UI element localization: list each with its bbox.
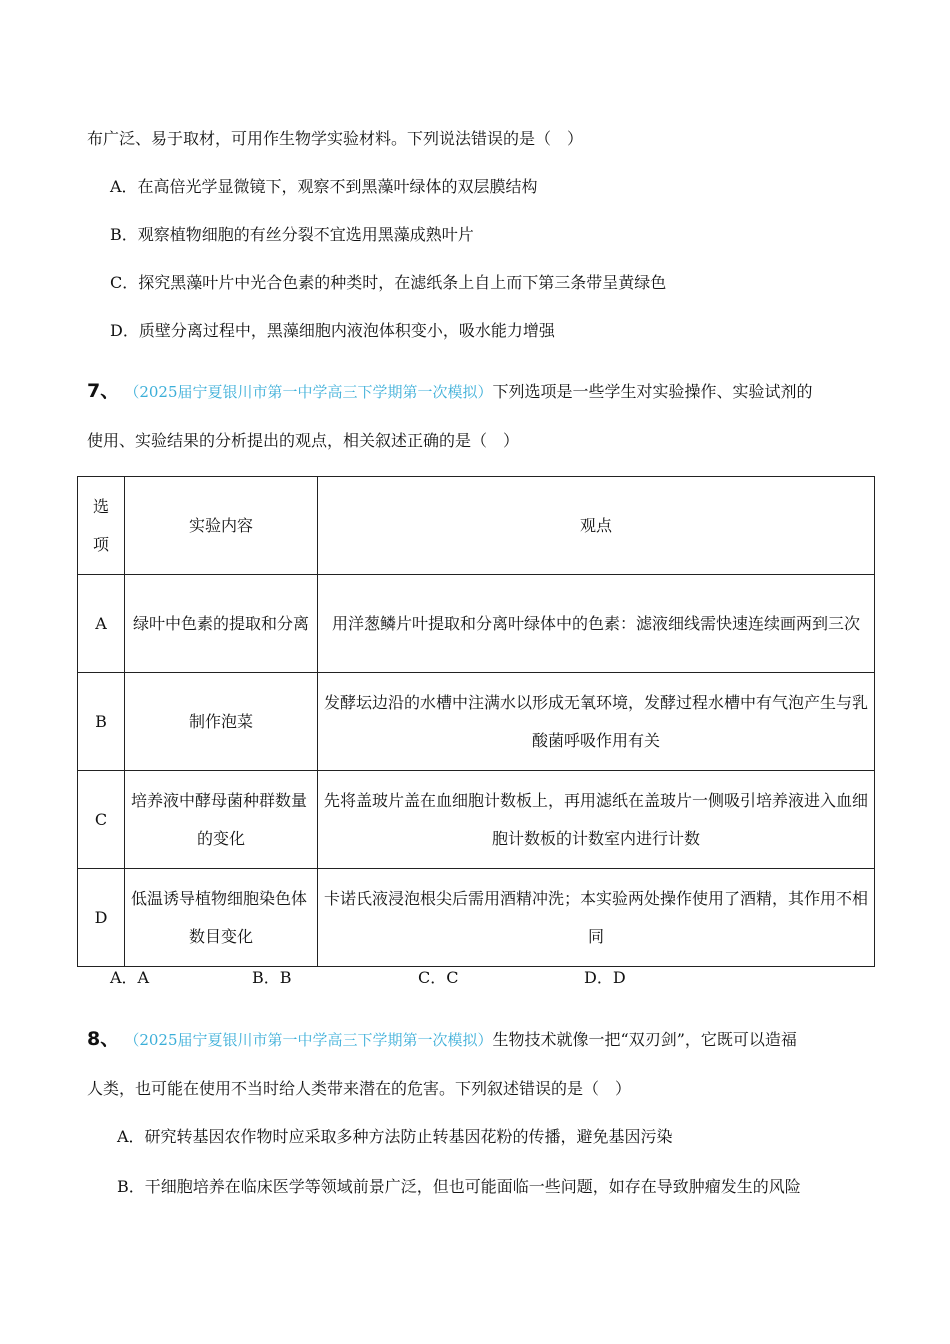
row-view: 发酵坛边沿的水槽中注满水以形成无氧环境，发酵过程水槽中有气泡产生与乳酸菌呼吸作用有关 [318,673,875,771]
q7-number: 7、 [87,380,120,402]
row-option: A [78,575,125,673]
row-content: 培养液中酵母菌种群数量的变化 [125,771,318,869]
row-option: B [78,673,125,771]
q8-stem-line2: 人类，也可能在使用不当时给人类带来潜在的危害。下列叙述错误的是（ ） [87,1079,632,1098]
q8-option-a: A．研究转基因农作物时应采取多种方法防止转基因花粉的传播，避免基因污染 [117,1127,673,1146]
row-content: 制作泡菜 [125,673,318,771]
row-view: 用洋葱鳞片叶提取和分离叶绿体中的色素：滤液细线需快速连续画两到三次 [318,575,875,673]
q7-answer-d: D．D [584,968,626,987]
q7-stem-line1: 下列选项是一些学生对实验操作、实验试剂的 [492,382,813,401]
q7-experiment-table [77,476,875,967]
header-view: 观点 [318,477,875,575]
q8-header [87,1028,797,1051]
q6-option-b: B．观察植物细胞的有丝分裂不宜选用黑藻成熟叶片 [110,225,474,244]
header-option: 选项 [78,477,125,575]
row-view: 卡诺氏液浸泡根尖后需用酒精冲洗；本实验两处操作使用了酒精，其作用不相同 [318,869,875,967]
table-row [78,869,875,967]
q7-answer-c: C．C [418,968,459,987]
q8-stem-line1: 生物技术就像一把“双刃剑”，它既可以造福 [492,1030,797,1049]
table-row [78,575,875,673]
q6-stem: 布广泛、易于取材，可用作生物学实验材料。下列说法错误的是（ ） [87,129,584,148]
q8-source: （2025届宁夏银川市第一中学高三下学期第一次模拟） [124,1031,493,1049]
row-content: 低温诱导植物细胞染色体数目变化 [125,869,318,967]
row-option: D [78,869,125,967]
q6-option-d: D．质壁分离过程中，黑藻细胞内液泡体积变小，吸水能力增强 [110,321,555,340]
q7-stem-line2: 使用、实验结果的分析提出的观点，相关叙述正确的是（ ） [87,431,520,450]
q6-option-c: C．探究黑藻叶片中光合色素的种类时，在滤纸条上自上而下第三条带呈黄绿色 [110,273,667,292]
row-option: C [78,771,125,869]
q7-header [87,380,813,403]
row-content: 绿叶中色素的提取和分离 [125,575,318,673]
q7-source: （2025届宁夏银川市第一中学高三下学期第一次模拟） [124,383,493,401]
q8-number: 8、 [87,1028,120,1050]
table-row [78,771,875,869]
table-row [78,673,875,771]
row-view: 先将盖玻片盖在血细胞计数板上，再用滤纸在盖玻片一侧吸引培养液进入血细胞计数板的计数室内进行计数 [318,771,875,869]
header-content: 实验内容 [125,477,318,575]
q8-option-b: B．干细胞培养在临床医学等领域前景广泛，但也可能面临一些问题，如存在导致肿瘤发生的风险 [117,1177,801,1196]
q6-option-a: A．在高倍光学显微镜下，观察不到黑藻叶绿体的双层膜结构 [110,177,538,196]
q7-answer-a: A．A [110,968,150,987]
table-header-row [78,477,875,575]
q7-answer-b: B．B [252,968,292,987]
